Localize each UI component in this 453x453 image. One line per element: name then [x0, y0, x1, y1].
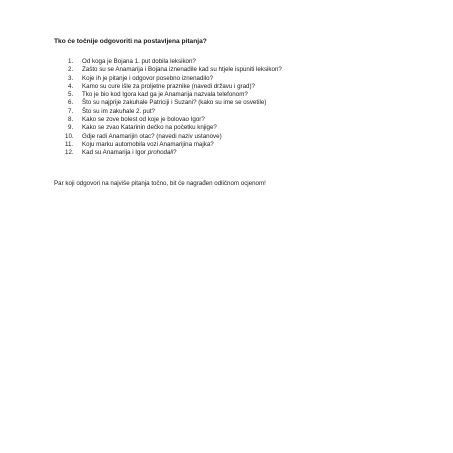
question-text: Kako se zvao Katarinin dečko na početku knjige?: [82, 124, 217, 132]
question-item: [60, 75, 282, 83]
document-heading: Tko će točnije odgovoriti na postavljena pitanja?: [54, 38, 207, 45]
question-number: 8.: [68, 116, 74, 124]
question-text-italic: prohodali: [147, 149, 174, 157]
question-text: Kako se zove bolest od koje je bolovao Igor?: [82, 116, 205, 124]
question-number: 12.: [65, 149, 74, 157]
question-number: 4.: [68, 82, 74, 90]
question-item: [60, 108, 282, 116]
question-item: [60, 99, 282, 107]
question-item: [60, 116, 282, 124]
question-number: 7.: [68, 107, 74, 115]
question-text: Što su najprije zakuhale Patriciji i Suzani? (kako su ime se osvetile): [82, 99, 267, 107]
question-number: 1.: [68, 58, 74, 65]
question-text: Tko je bio kod Igora kad ga je Anamarija nazvala telefonom?: [82, 91, 248, 99]
closing-note: Par koji odgovori na najviše pitanja točno, bit će nagrađen odličnom ocjenom!: [54, 180, 266, 187]
question-text: Gdje radi Anamarijin otac? (navedi naziv ustanove): [82, 132, 222, 140]
question-item: [60, 149, 282, 157]
question-number: 6.: [68, 99, 74, 107]
question-text-end: ?: [173, 149, 177, 157]
question-text: [82, 149, 177, 157]
question-text: Koje ih je pitanje i odgovor posebno iznenadilo?: [82, 74, 214, 82]
question-number: 3.: [68, 74, 74, 82]
question-item: [60, 141, 282, 149]
question-number: 9.: [68, 124, 74, 132]
question-text: Koju marku automobila vozi Anamarijina majka?: [82, 140, 214, 148]
question-number: 11.: [65, 140, 74, 148]
question-number: 2.: [68, 66, 74, 74]
question-text: Od koga je Bojana 1. put dobila leksikon?: [82, 58, 196, 65]
question-text: Zašto su se Anamarija i Bojana iznenadile kad su htjele ispuniti leksikon?: [82, 66, 282, 74]
question-number: 5.: [68, 91, 74, 99]
question-item: [60, 124, 282, 132]
question-text: Što su im zakuhale 2. put?: [82, 107, 155, 115]
question-text-start: Kad su Anamarija i Igor: [82, 149, 148, 157]
question-item: [60, 83, 282, 91]
question-item: [60, 91, 282, 99]
question-number: 10.: [65, 132, 74, 140]
question-list: [60, 58, 282, 158]
question-item: [60, 66, 282, 74]
question-text: Kamo su cure išle za proljetne praznike (navedi državu i grad)?: [82, 82, 255, 90]
question-item: [60, 133, 282, 141]
question-item: [60, 58, 282, 66]
